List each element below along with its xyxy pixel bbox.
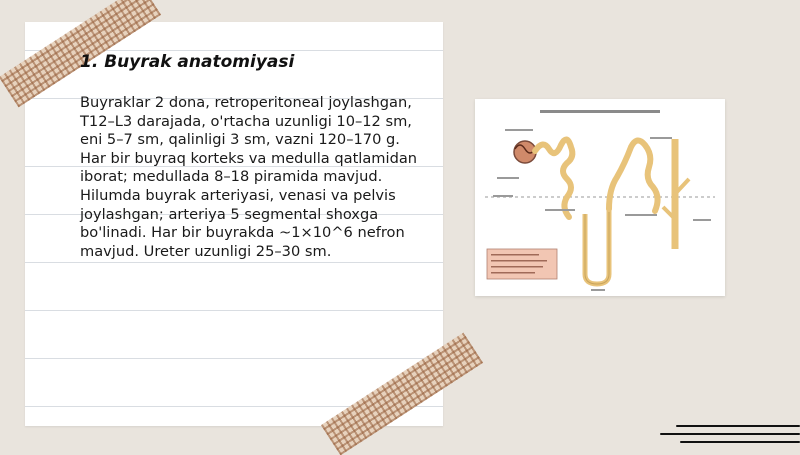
scribble-line-2 <box>660 433 800 435</box>
diagram-legend <box>487 249 557 279</box>
proximal-tubule <box>535 139 572 217</box>
slide-title: 1. Buyrak anatomiyasi <box>80 52 295 72</box>
loop-outline <box>585 209 609 284</box>
nephron-diagram-image <box>475 99 725 296</box>
nephron-illustration <box>475 99 725 296</box>
diagram-heading-mark <box>540 110 660 113</box>
slide-body-text: Buyraklar 2 dona, retroperitoneal joylashgan, T12–L3 darajada, o'rtacha uzunligi 10–12 sm, eni 5–7 sm, qalinligi 3 sm, vazni 120–170 g. Har bir buyraq korteks va medulla qatlamidan iborat; medullada 8–18 piramida mavjud. Hilumda buyrak arteriyasi, venasi va pelvis joylashgan; arteriya 5 segmental shoxga bo'linadi. Har bir buyrakda ~1×10^6 nefron mavjud. Ureter uzunligi 25–30 sm. <box>80 94 418 260</box>
scribble-line-1 <box>676 425 800 427</box>
scribble-line-3 <box>680 441 800 443</box>
loop-of-henle <box>585 209 609 284</box>
distal-tubule <box>609 140 658 211</box>
